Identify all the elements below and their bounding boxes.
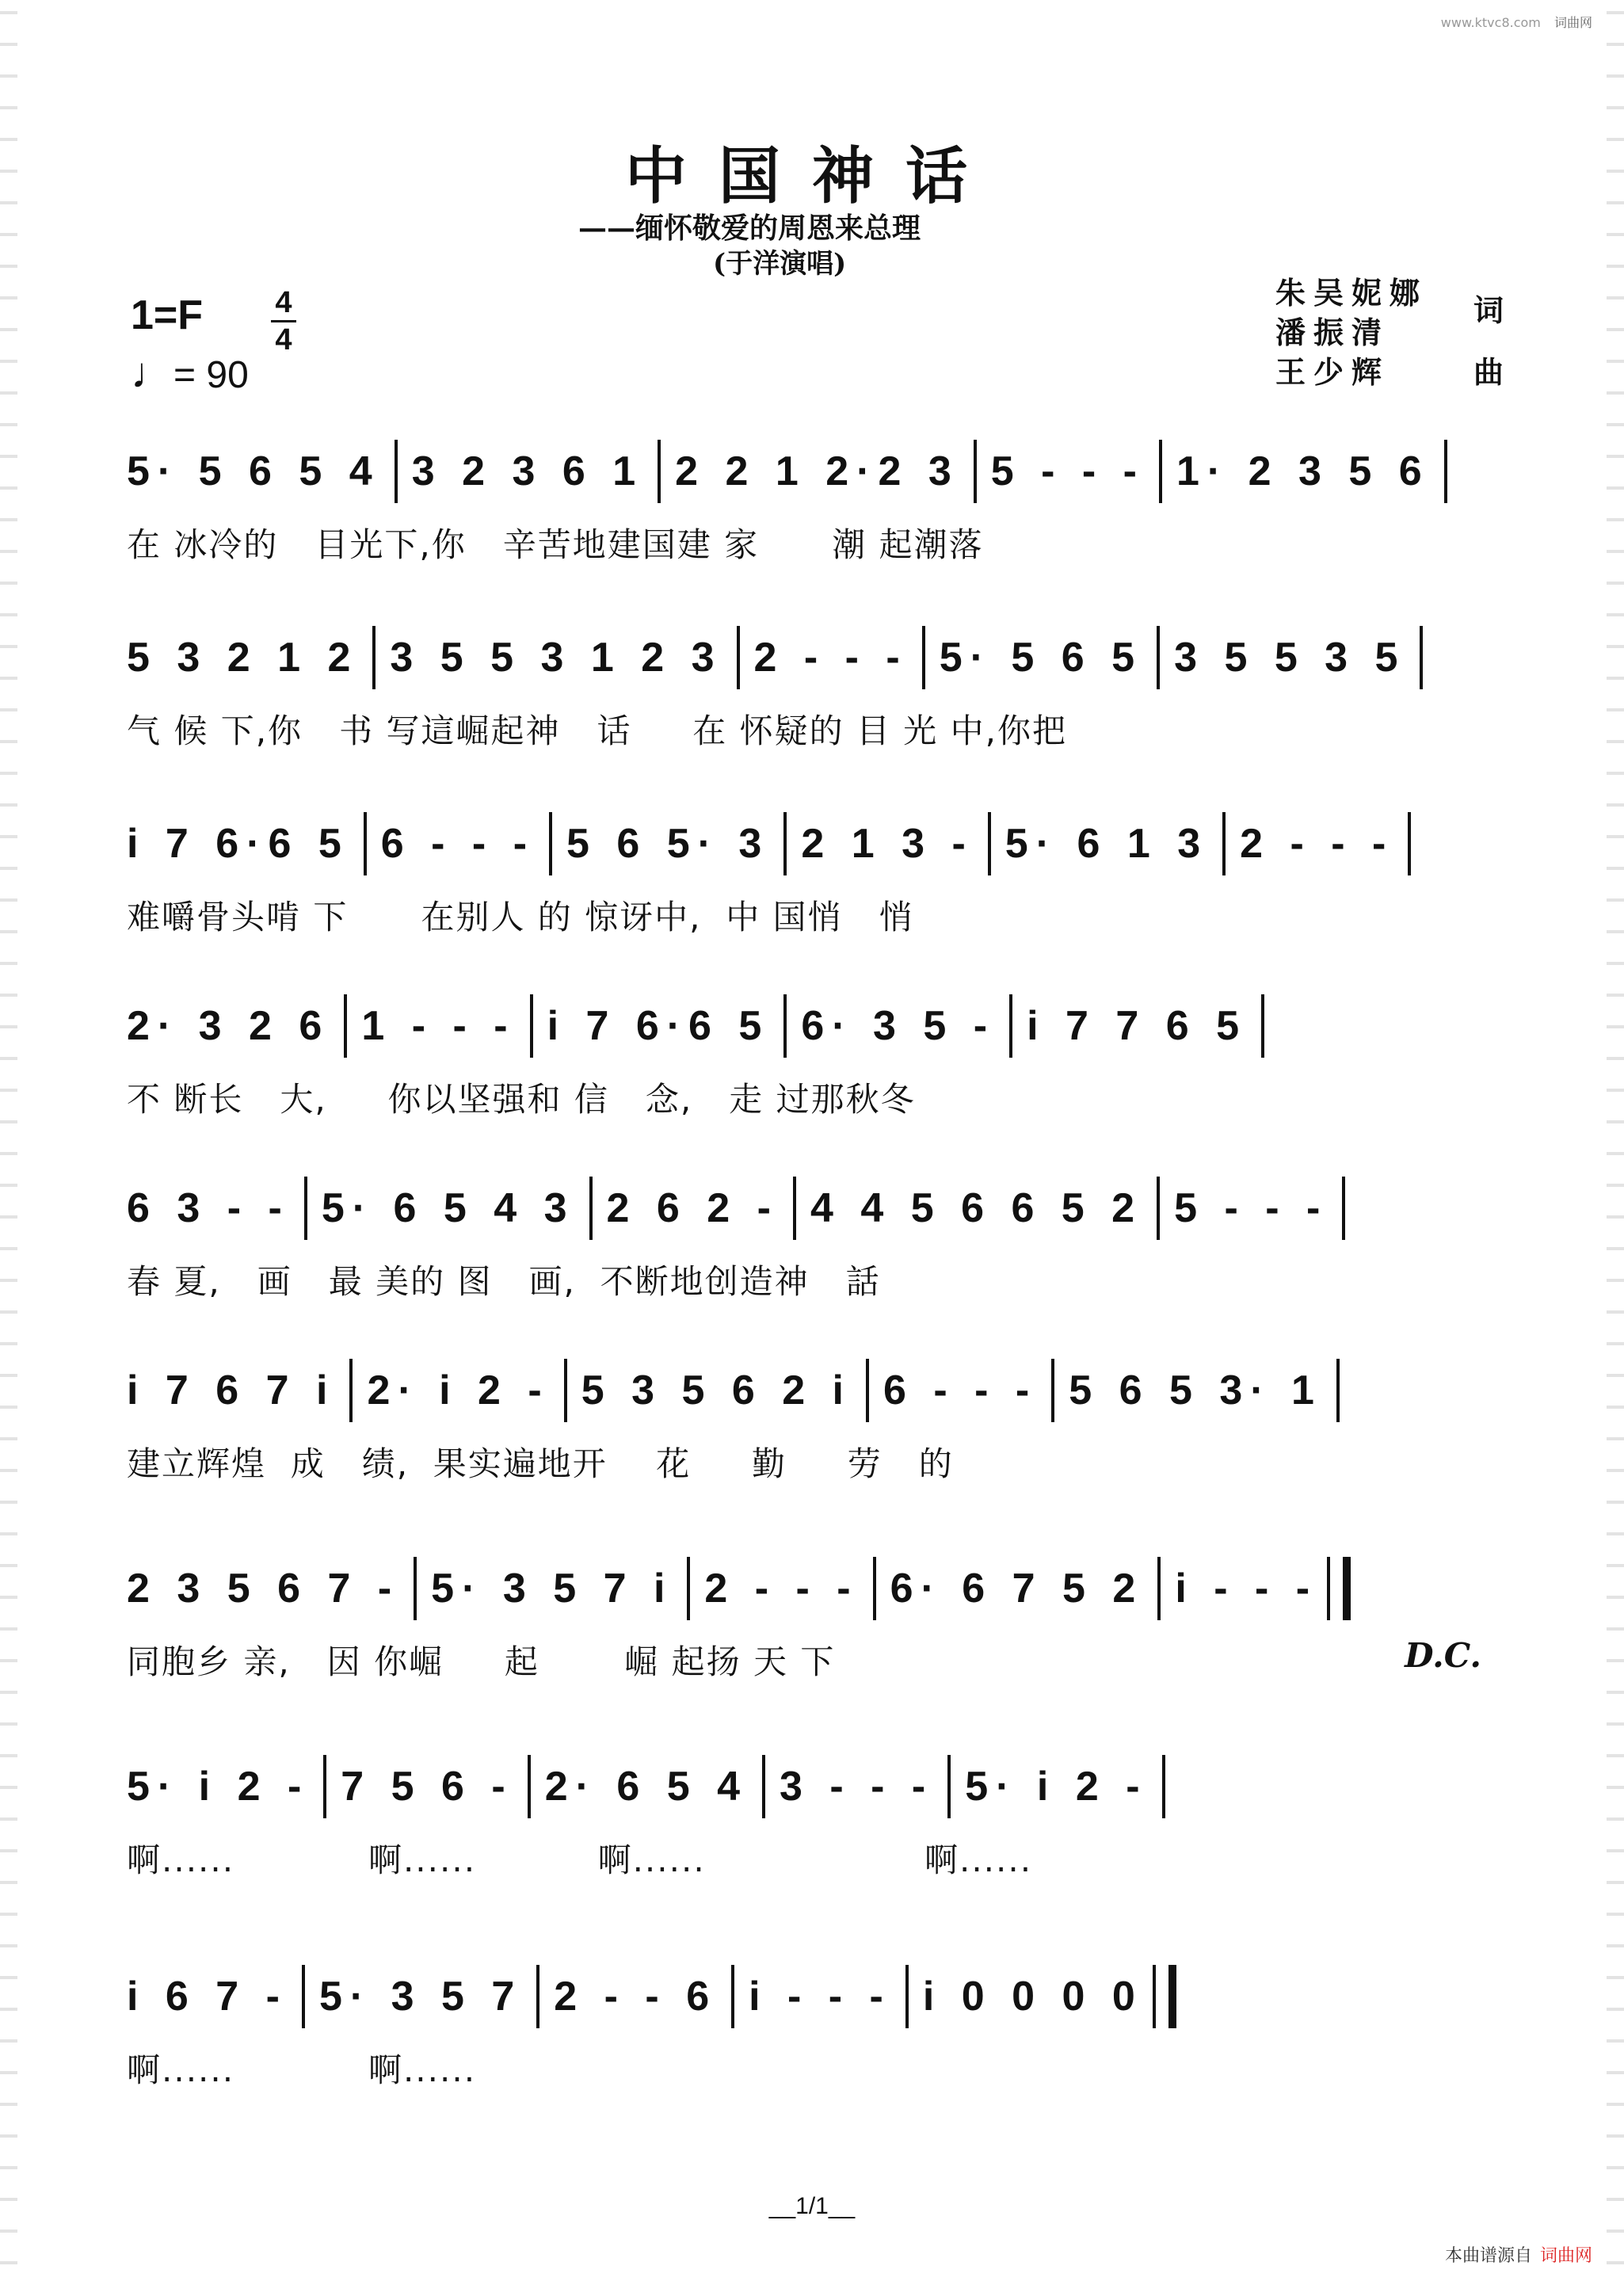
left-margin-strip [0, 0, 17, 2281]
barline [344, 994, 347, 1058]
measure: 2· i 2 - [367, 1367, 550, 1413]
barline [866, 1359, 869, 1422]
barline [1336, 1359, 1340, 1422]
measure: 2 6 2 - [606, 1185, 779, 1231]
measure: 5· 6 1 3 [1005, 821, 1209, 867]
footer-source [1445, 2242, 1592, 2267]
performer: (于洋演唱) [713, 248, 847, 280]
measure: 2 3 5 6 7 - [127, 1566, 400, 1612]
measure: 3 2 3 6 1 [411, 448, 644, 494]
barline [302, 1965, 305, 2028]
barline [1261, 994, 1264, 1058]
barline [1420, 626, 1423, 689]
lyrics-line: 在 冰冷的 目光下,你 辛苦地建国建 家 潮 起潮落 [127, 525, 984, 564]
barline [905, 1965, 909, 2028]
barline [1342, 1177, 1345, 1240]
measure: 5· 5 6 5 [939, 635, 1143, 681]
right-margin-strip [1607, 0, 1624, 2281]
score-system [127, 614, 1497, 750]
tempo-value: = 90 [173, 354, 249, 396]
score-system [127, 982, 1497, 1119]
measure: 5 6 5· 3 [566, 821, 770, 867]
barline [1157, 626, 1160, 689]
notes-row [127, 614, 1437, 701]
notes-row [127, 982, 1279, 1070]
measure: 6 3 - - [127, 1185, 290, 1231]
measure: 5 - - - [1174, 1185, 1329, 1231]
barline [564, 1359, 567, 1422]
barline [414, 1557, 417, 1620]
lyrics-line: 气 候 下,你 书 写這崛起神 话 在 怀疑的 目 光 中,你把 [127, 711, 1068, 750]
barline [530, 994, 533, 1058]
barline [372, 626, 376, 689]
barline [922, 626, 925, 689]
barline [528, 1755, 531, 1818]
measure: 7 5 6 - [341, 1764, 513, 1810]
notes-row [127, 800, 1425, 887]
measure: 2 2 1 2·2 3 [675, 448, 959, 494]
footer-text: 本曲谱源自 [1444, 2246, 1532, 2266]
score-system [127, 1545, 1497, 1681]
measure: 2 1 3 - [801, 821, 974, 867]
watermark-top [1441, 13, 1592, 31]
lyrics-line: 同胞乡 亲, 因 你崛 起 崛 起扬 天 下 [127, 1642, 836, 1681]
notes-row [127, 1347, 1354, 1434]
song-subtitle: ——缅怀敬爱的周恩来总理 [578, 212, 921, 245]
watermark-url: www.ktvc8.com [1440, 15, 1541, 30]
measure: i - - - [1175, 1566, 1318, 1612]
barline [1051, 1359, 1054, 1422]
measure: 2 - - - [753, 635, 908, 681]
measure: i 6 7 - [127, 1974, 288, 2020]
footer-site: 词曲网 [1539, 2246, 1592, 2266]
time-signature [268, 287, 299, 356]
tempo-marking [131, 349, 249, 398]
score-system [127, 1743, 1497, 1879]
lyrics-line: 不 断长 大, 你以坚强和 信 念, 走 过那秋冬 [127, 1080, 916, 1119]
notes-row [127, 1743, 1180, 1830]
final-barline [1153, 1965, 1176, 2028]
measure: i 7 6·6 5 [547, 1003, 770, 1049]
lyrics-line: 啊...... 啊...... [127, 2050, 477, 2089]
lyrics-line: 建立辉煌 成 绩, 果实遍地开 花 勤 劳 的 [127, 1444, 954, 1483]
song-title: 中国神话 [624, 140, 999, 212]
barline [1162, 1755, 1165, 1818]
barline [737, 626, 740, 689]
lyrics-line: 啊...... 啊...... 啊...... 啊...... [127, 1840, 1033, 1879]
barline [323, 1755, 326, 1818]
page-number: __1/1__ [768, 2193, 856, 2219]
lyrics-line: 难嚼骨头啃 下 在别人 的 惊讶中, 中 国悄 悄 [127, 898, 914, 936]
lyricists-role: 词 [1473, 292, 1504, 328]
da-capo-marking: D.C. [1405, 1636, 1481, 1675]
barline [687, 1557, 690, 1620]
credits [1275, 273, 1504, 392]
measure: 3 5 5 3 1 2 3 [390, 635, 722, 681]
measure: 2 - - - [704, 1566, 859, 1612]
measure: 5· i 2 - [127, 1764, 310, 1810]
barline [589, 1177, 593, 1240]
composer-role: 曲 [1473, 354, 1504, 390]
barline [873, 1557, 876, 1620]
watermark-site: 词曲网 [1553, 15, 1592, 30]
composer: 王少辉 [1275, 354, 1390, 390]
barline [1157, 1177, 1160, 1240]
score-system [127, 428, 1497, 564]
measure: 3 - - - [780, 1764, 934, 1810]
notes-row [127, 1165, 1359, 1252]
barline [395, 440, 398, 503]
score-system [127, 1953, 1497, 2089]
barline [731, 1965, 734, 2028]
measure: 2 - - 6 [554, 1974, 718, 2020]
barline [1222, 812, 1226, 875]
measure: 6 - - - [883, 1367, 1038, 1413]
measure: 2· 3 2 6 [127, 1003, 330, 1049]
measure: 5 6 5 3· 1 [1069, 1367, 1322, 1413]
measure: 5· 3 5 7 i [431, 1566, 673, 1612]
measure: 4 4 5 6 6 5 2 [810, 1185, 1143, 1231]
barline [549, 812, 552, 875]
final-barline [1327, 1557, 1351, 1620]
key-signature: 1=F [131, 292, 204, 338]
barline [1157, 1557, 1161, 1620]
barline [974, 440, 977, 503]
barline [793, 1177, 796, 1240]
measure: 1· 2 3 5 6 [1176, 448, 1430, 494]
measure: 5· 5 6 5 4 [127, 448, 380, 494]
measure: 6· 3 5 - [801, 1003, 996, 1049]
barline [304, 1177, 307, 1240]
measure: i 7 7 6 5 [1027, 1003, 1248, 1049]
notes-row [127, 428, 1462, 515]
barline [988, 812, 991, 875]
measure: 1 - - - [361, 1003, 516, 1049]
barline [364, 812, 367, 875]
barline [1009, 994, 1012, 1058]
score-system [127, 1165, 1497, 1301]
notes-row [127, 1953, 1176, 2040]
score-system [127, 1347, 1497, 1483]
measure: 5 - - - [990, 448, 1145, 494]
time-signature-top: 4 [275, 286, 292, 319]
measure: 2· 6 5 4 [544, 1764, 749, 1810]
measure: i - - - [749, 1974, 891, 2020]
measure: 6· 6 7 5 2 [890, 1566, 1144, 1612]
measure: 5· 3 5 7 [318, 1974, 523, 2020]
measure: 5· 6 5 4 3 [321, 1185, 575, 1231]
measure: 2 - - - [1240, 821, 1394, 867]
measure: i 7 6 7 i [127, 1367, 336, 1413]
barline [1408, 812, 1411, 875]
score-system [127, 800, 1497, 936]
lyrics-line: 春 夏, 画 最 美的 图 画, 不断地创造神 話 [127, 1262, 881, 1301]
barline [947, 1755, 951, 1818]
quarter-note-icon: ♩ [131, 349, 173, 397]
barline [783, 994, 787, 1058]
barline [658, 440, 661, 503]
time-signature-bottom: 4 [275, 323, 292, 357]
measure: 5 3 2 1 2 [127, 635, 359, 681]
barline [536, 1965, 539, 2028]
measure: 5· i 2 - [965, 1764, 1148, 1810]
barline [349, 1359, 353, 1422]
barline [1159, 440, 1162, 503]
measure: i 7 6·6 5 [127, 821, 349, 867]
measure: 6 - - - [380, 821, 536, 867]
barline [783, 812, 787, 875]
measure: 3 5 5 3 5 [1174, 635, 1406, 681]
barline [1444, 440, 1447, 503]
measure: i 0 0 0 0 [922, 1974, 1143, 2020]
barline [762, 1755, 765, 1818]
measure: 5 3 5 6 2 i [581, 1367, 852, 1413]
lyricists: 朱吴妮娜 潘振清 [1275, 275, 1428, 350]
notes-row [127, 1545, 1351, 1632]
